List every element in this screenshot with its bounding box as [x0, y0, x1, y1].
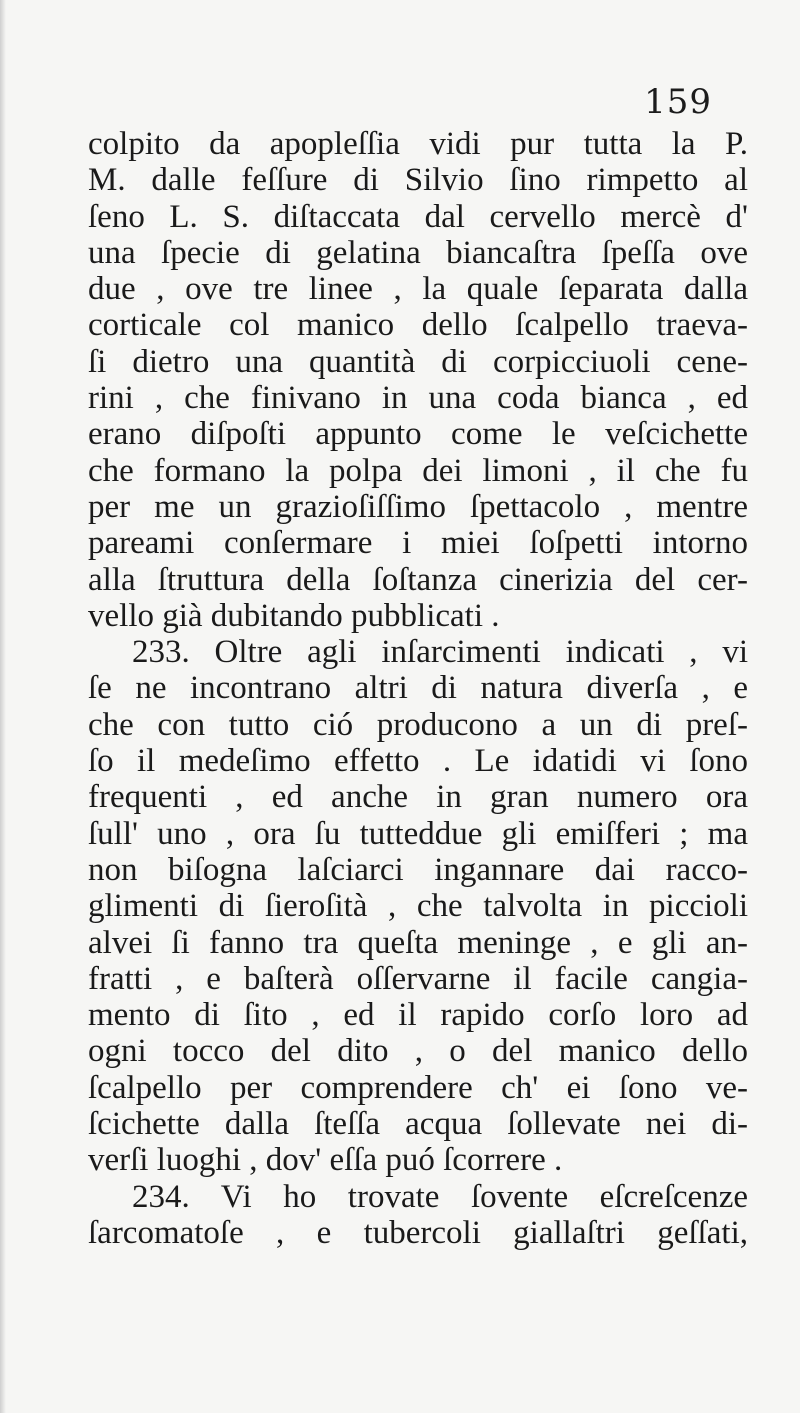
page-edge-shadow — [0, 0, 6, 1413]
text-line: due , ove tre linee , la quale ſeparata dalla — [88, 271, 748, 308]
text-line: alla ſtruttura della ſoſtanza cinerizia del cer- — [88, 561, 748, 598]
text-line: M. dalle feſſure di Silvio ſino rimpetto al — [88, 162, 748, 199]
text-line: non biſogna laſciarci ingannare dai racco- — [88, 851, 748, 888]
text-line: alvei ſi fanno tra queſta meninge , e gli an- — [88, 924, 748, 961]
text-line: erano diſpoſti appunto come le veſcichette — [88, 416, 748, 453]
text-line: che formano la polpa dei limoni , il che fu — [88, 452, 748, 489]
text-line: che con tutto ció producono a un di preſ- — [88, 706, 748, 743]
text-line: rini , che finivano in una coda bianca , ed — [88, 380, 748, 417]
text-line: ſcichette dalla ſteſſa acqua ſollevate nei di- — [88, 1106, 748, 1143]
page-number: 159 — [644, 82, 712, 122]
text-line: ſull' uno , ora ſu tutteddue gli emiſferi ; ma — [88, 815, 748, 852]
text-line: vello già dubitando pubblicati . — [88, 597, 500, 634]
text-line: colpito da apopleſſia vidi pur tutta la P. — [88, 126, 748, 162]
text-line: fratti , e baſterà oſſervarne il facile cangia- — [88, 960, 748, 997]
paragraph-234-start: 234. Vi ho trovate ſovente eſcreſcenze — [132, 1178, 748, 1215]
text-line: ſeno L. S. diſtaccata dal cervello mercè d' — [88, 198, 748, 235]
text-line: pareami conſermare i miei ſoſpetti intorno — [88, 525, 748, 562]
text-line: ſi dietro una quantità di corpicciuoli cene- — [88, 343, 748, 380]
text-line: ſe ne incontrano altri di natura diverſa , e — [88, 670, 748, 707]
text-line: frequenti , ed anche in gran numero ora — [88, 779, 748, 816]
text-line: ogni tocco del dito , o del manico dello — [88, 1033, 748, 1070]
paragraph-233-start: 233. Oltre agli inſarcimenti indicati , vi — [132, 634, 748, 671]
text-line: per me un grazioſiſſimo ſpettacolo , mentre — [88, 488, 748, 525]
text-line: verſi luoghi , dov' eſſa puó ſcorrere . — [88, 1142, 563, 1179]
text-line: ſcalpello per comprendere ch' ei ſono ve- — [88, 1069, 748, 1106]
body-text — [88, 126, 748, 1251]
text-line: una ſpecie di gelatina biancaſtra ſpeſſa ove — [88, 234, 748, 271]
text-line: glimenti di ſieroſità , che talvolta in piccioli — [88, 888, 748, 925]
text-line: ſarcomatoſe , e tubercoli giallaſtri geſſati, — [88, 1214, 748, 1251]
text-line: ſo il medeſimo effetto . Le idatidi vi ſono — [88, 743, 748, 780]
text-line: mento di ſito , ed il rapido corſo loro ad — [88, 997, 748, 1034]
text-line: corticale col manico dello ſcalpello traeva- — [88, 307, 748, 344]
